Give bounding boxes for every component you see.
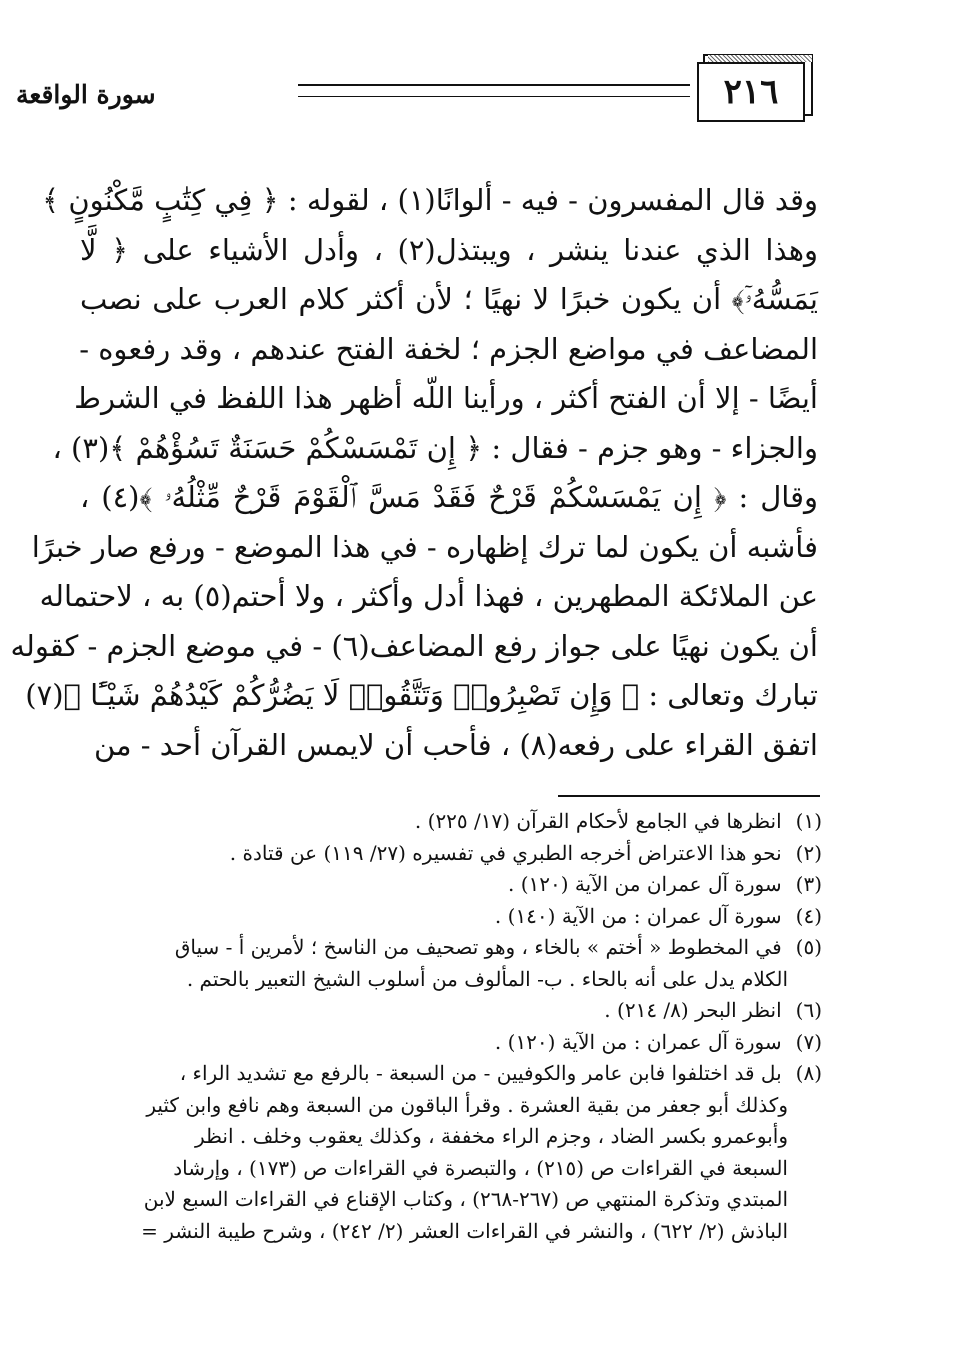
footnote-continuation: الكلام يدل على أنه بالحاء . ب- المألوف من أسلوب الشيخ التعبير بالحتم . — [186, 966, 788, 991]
text-line: والجزاء - وهو جزم - فقال : ﴿ إِن تَمْسَسْكُمْ حَسَنَةٌ تَسُؤْهُمْ ﴾(٣) ، — [52, 430, 818, 465]
text-line: تبارك وتعالى : ﴿ وَإِن تَصْبِرُوا۟ وَتَتَّقُوا۟ لَا يَضُرُّكُمْ كَيْدُهُمْ شَيْـًٔا ﴾(٧) — [25, 678, 818, 712]
main-text — [10, 176, 818, 770]
text-line: وهذا الذي عندنا ينشر ، ويبتذل(٢) ، وأدل الأشياء على ﴿ لَّا — [80, 232, 818, 267]
footnote-number: (١) — [795, 809, 822, 833]
header-rule — [298, 84, 690, 97]
text-line: وقال : ﴿ إِن يَمْسَسْكُمْ قَرْحٌ فَقَدْ مَسَّ ٱلْقَوْمَ قَرْحٌ مِّثْلُهُۥ ﴾(٤) ، — [80, 480, 818, 514]
footnote-continuation: وأبوعمرو بكسر الضاد ، وجزم الراء مخففة ، وكذلك يعقوب وخلف . انظر — [194, 1124, 788, 1148]
footnote-number: (٤) — [795, 903, 822, 928]
text-line: وقد قال المفسرون - فيه - ألوانًا(١) ، لقوله : ﴿ فِي كِتَٰبٍ مَّكْنُونٍ ﴾ — [42, 183, 818, 217]
page-number: ٢١٦ — [697, 62, 805, 122]
surah-title: سورة الواقعة — [16, 80, 156, 109]
footnotes — [80, 806, 822, 1247]
footnote-text: بل قد اختلفوا فابن عامر والكوفيين - من السبعة - بالرفع مع تشديد الراء ، — [179, 1061, 782, 1085]
footnote — [80, 1058, 822, 1090]
footnote-text: في المخطوط « أختم » بالخاء ، وهو تصحيف من الناسخ ؛ لأمرين أ - سياق — [174, 935, 782, 959]
footnote-continuation: وكذلك أبو جعفر من بقية العشرة . وقرأ الباقون من السبعة وهم نافع وابن كثير — [146, 1092, 788, 1117]
footnote-text: انظرها في الجامع لأحكام القرآن (١٧/ ٢٢٥) . — [414, 809, 782, 833]
footnote — [80, 995, 822, 1027]
footnote — [80, 838, 822, 870]
footnote — [80, 869, 822, 901]
text-line: يَمَسُّهُۥٓ﴾ أن يكون خبرًا لا نهيًا ؛ لأن أكثر كلام العرب على نصب — [80, 282, 818, 316]
footnote-number: (٢) — [795, 840, 822, 865]
footnote-number: (٦) — [795, 998, 822, 1022]
footnote-continuation: المبتدي وتذكرة المنتهي ص (٢٦٧-٢٦٨) ، وكتاب الإقناع في القراءات السبع لابن — [143, 1187, 788, 1211]
footnote — [80, 901, 822, 933]
text-line: المضاعف في مواضع الجزم ؛ لخفة الفتح عندهم ، وقد رفعوه - — [79, 331, 818, 366]
footnote-continuation: السبعة في القراءات ص (٢١٥) ، والتبصرة في القراءات ص (١٧٣) ، وإرشاد — [173, 1155, 788, 1180]
footnote-text: سورة آل عمران : من الآية (١٤٠) . — [494, 903, 782, 928]
text-line: أيضًا - إلا أن الفتح أكثر ، ورأينا اللّه أظهر هذا اللفظ في الشرط — [74, 381, 818, 415]
footnote-text: نحو هذا الاعتراض أخرجه الطبري في تفسيره (٢٧/ ١١٩) عن قتادة . — [229, 840, 782, 865]
text-line: عن الملائكة المطهرين ، فهذا أدل وأكثر ، ولا أحتم(٥) به ، لاحتماله — [39, 579, 818, 613]
footnote-text: سورة آل عمران من الآية (١٢٠) . — [508, 872, 782, 896]
text-line: فأشبه أن يكون لما ترك إظهاره - في هذا الموضع - ورفع صار خبرًا — [31, 529, 818, 564]
footnote-number: (٨) — [795, 1061, 822, 1085]
footnote-separator — [558, 795, 820, 797]
footnote-text: انظر البحر (٨/ ٢١٤) . — [604, 998, 782, 1022]
text-line: اتفق القراء على رفعه(٨) ، فأحب أن لايمس القرآن أحد - من — [93, 727, 818, 762]
footnote — [80, 932, 822, 964]
footnote — [80, 806, 822, 838]
text-line: أن يكون نهيًا على جواز رفع المضاعف(٦) - في موضع الجزم - كقوله — [10, 628, 818, 663]
footnote — [80, 1027, 822, 1059]
footnote-number: (٥) — [795, 935, 822, 959]
footnote-text: سورة آل عمران : من الآية (١٢٠) . — [494, 1029, 782, 1054]
footnote-number: (٧) — [795, 1029, 822, 1054]
footnote-number: (٣) — [795, 872, 822, 896]
footnote-continuation: الباذش (٢/ ٦٢٢) ، والنشر في القراءات العشر (٢/ ٢٤٢) ، وشرح طيبة النشر = — [141, 1218, 788, 1243]
